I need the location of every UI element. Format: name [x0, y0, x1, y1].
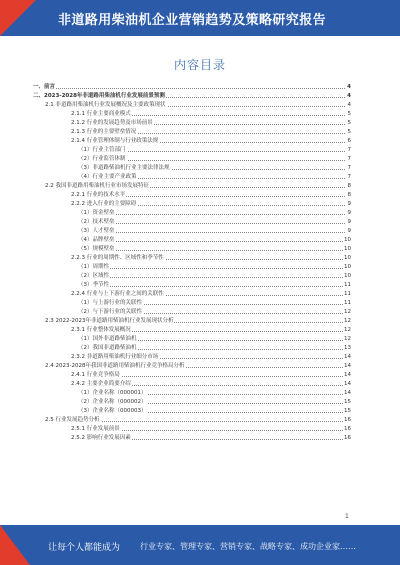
toc-entry-page: 15: [344, 408, 351, 414]
toc-entry-label: 一、前言: [33, 84, 56, 90]
toc-entry-page: 14: [344, 372, 351, 378]
toc-entry-label: 2.3 2022-2023年非道路用柴油机行业发展现状分析: [45, 318, 174, 324]
toc-entry-page: 10: [344, 246, 351, 252]
toc-entry-page: 16: [344, 426, 351, 432]
toc-entry-label: （4）品牌壁垒: [78, 237, 115, 243]
toc-entry-page: 10: [344, 264, 351, 270]
toc-entry-label: （2）与下游行业的关联性: [78, 309, 143, 315]
toc-entry[interactable]: [33, 200, 351, 209]
toc-entry-label: 2.3.2 非道路用柴油机行业细分市场: [71, 354, 159, 360]
toc-entry-page: 9: [347, 210, 351, 216]
toc-entry[interactable]: [33, 326, 351, 335]
toc-dot-leader: [78, 286, 345, 287]
toc-entry-page: 5: [347, 120, 351, 126]
toc-entry-label: （4）行业主要产业政策: [78, 174, 137, 180]
toc-entry-page: 12: [344, 318, 351, 324]
toc-entry-page: 11: [344, 300, 351, 306]
toc-entry[interactable]: [33, 371, 351, 380]
toc-entry-page: 13: [344, 345, 351, 351]
toc-entry[interactable]: [33, 119, 351, 128]
toc-entry[interactable]: [33, 137, 351, 146]
toc-entry[interactable]: [33, 182, 351, 191]
toc-dot-leader: [78, 232, 345, 233]
toc-entry-page: 5: [347, 129, 351, 135]
toc-entry[interactable]: [33, 146, 351, 155]
toc-entry[interactable]: [33, 236, 351, 245]
toc-entry-label: 2.5.2 影响行业发展因素: [71, 435, 131, 441]
toc-entry-page: 11: [344, 282, 351, 288]
toc-entry[interactable]: [33, 434, 351, 443]
toc-entry-page: 14: [344, 381, 351, 387]
toc-entry-page: 15: [344, 399, 351, 405]
toc-entry-page: 7: [347, 156, 351, 162]
toc-entry[interactable]: [33, 281, 351, 290]
toc-dot-leader: [78, 214, 345, 215]
footer-tagline: 行业专家、管理专家、营销专家、战略专家、成功企业家……: [140, 542, 356, 551]
toc-entry-label: （1）企业名称（000001）: [78, 390, 147, 396]
toc-dot-leader: [78, 268, 345, 269]
toc-entry-page: 10: [344, 255, 351, 261]
toc-entry-page: 7: [347, 147, 351, 153]
toc-entry[interactable]: [33, 254, 351, 263]
toc-entry-label: （3）人才壁垒: [78, 228, 115, 234]
footer-banner: [0, 525, 400, 565]
toc-entry-label: 2.1.4 行业管理体制与行业政策法规: [71, 138, 159, 144]
toc-entry-page: 16: [344, 435, 351, 441]
toc-entry-page: 8: [347, 192, 351, 198]
report-header-banner: [0, 0, 400, 36]
toc-entry-label: 2.5.1 行业发展前景: [71, 426, 120, 432]
toc-entry[interactable]: [33, 308, 351, 317]
toc-entry[interactable]: [33, 155, 351, 164]
toc-entry-page: 12: [344, 336, 351, 342]
toc-entry-label: （3）非道路柴油机行业主要法律法规: [78, 165, 170, 171]
toc-entry[interactable]: [33, 425, 351, 434]
header-red-corner: [0, 0, 36, 36]
toc-entry[interactable]: [33, 362, 351, 371]
toc-entry[interactable]: [33, 92, 351, 101]
toc-dot-leader: [78, 241, 345, 242]
toc-entry[interactable]: [33, 344, 351, 353]
toc-entry-page: 10: [344, 273, 351, 279]
toc-entry-label: （1）行业主管部门: [78, 147, 126, 153]
toc-entry[interactable]: [33, 416, 351, 425]
toc-entry-label: 2.2.1 行业的技术水平: [71, 192, 126, 198]
toc-entry-page: 9: [347, 228, 351, 234]
toc-entry-page: 7: [347, 174, 351, 180]
toc-entry-label: 2.2.2 进入行业的主要障碍: [71, 201, 137, 207]
toc-entry[interactable]: [33, 380, 351, 389]
toc-entry-label: 2.1.3 行业的主要壁垒情况: [71, 129, 137, 135]
toc-entry-label: 2.4.1 行业竞争格局: [71, 372, 120, 378]
toc-entry-label: （1）与上游行业的关联性: [78, 300, 143, 306]
toc-entry-page: 12: [344, 327, 351, 333]
toc-entry[interactable]: [33, 335, 351, 344]
toc-entry-page: 7: [347, 165, 351, 171]
toc-entry-label: （2）企业名称（000002）: [78, 399, 147, 405]
table-of-contents: [33, 83, 351, 443]
toc-entry[interactable]: [33, 218, 351, 227]
toc-entry-label: 2.3.1 行业整体发展概况: [71, 327, 131, 333]
toc-entry-label: （2）技术壁垒: [78, 219, 115, 225]
toc-entry[interactable]: [33, 389, 351, 398]
toc-entry-page: 6: [347, 138, 351, 144]
toc-entry-label: 2.5 行业发展趋势分析: [45, 417, 100, 423]
toc-entry-label: （5）规模壁垒: [78, 246, 115, 252]
toc-entry-page: 4: [347, 93, 351, 99]
toc-entry-label: （3）企业名称（000003）: [78, 408, 147, 414]
toc-entry-label: （1）国外非道路柴油机: [78, 336, 137, 342]
toc-entry-label: （1）周期性: [78, 264, 109, 270]
toc-entry[interactable]: [33, 209, 351, 218]
toc-entry-page: 10: [344, 237, 351, 243]
toc-entry-label: 二、2023-2028年非道路用柴油机行业发展前景预测: [33, 93, 165, 99]
toc-entry-label: 2.4.2 主要企业简要介绍: [71, 381, 131, 387]
toc-entry-page: 4: [347, 84, 351, 90]
toc-dot-leader: [78, 277, 345, 278]
toc-entry-label: 2.1.2 行业的发展趋势及市场前景: [71, 120, 153, 126]
toc-entry-label: （2）区域性: [78, 273, 109, 279]
toc-entry-page: 5: [347, 111, 351, 117]
toc-entry-page: 16: [344, 417, 351, 423]
report-title: 非道路用柴油机企业营销趋势及策略研究报告: [58, 13, 327, 28]
toc-entry-page: 14: [344, 354, 351, 360]
toc-entry-page: 14: [344, 390, 351, 396]
toc-entry[interactable]: [33, 128, 351, 137]
toc-entry[interactable]: [33, 317, 351, 326]
toc-entry[interactable]: [33, 398, 351, 407]
page-number: 1: [345, 513, 349, 520]
toc-dot-leader: [78, 223, 345, 224]
toc-entry-label: 2.4 2023-2028年我国非道路用柴油机行业竞争格局分析: [45, 363, 185, 369]
toc-entry-page: 9: [347, 201, 351, 207]
toc-entry-label: （3）季节性: [78, 282, 109, 288]
toc-entry[interactable]: [33, 407, 351, 416]
toc-entry-page: 12: [344, 309, 351, 315]
toc-entry[interactable]: [33, 164, 351, 173]
toc-entry[interactable]: [33, 290, 351, 299]
toc-entry[interactable]: [33, 263, 351, 272]
toc-entry-label: 2.1.1 行业主要商业模式: [71, 111, 131, 117]
footer-slogan: 让每个人都能成为: [48, 543, 121, 553]
toc-entry[interactable]: [33, 227, 351, 236]
toc-entry[interactable]: [33, 173, 351, 182]
toc-entry-label: 2.2.3 行业的周期性、区域性和季节性: [71, 255, 164, 261]
toc-entry-page: 9: [347, 219, 351, 225]
toc-entry-label: （1）资金壁垒: [78, 210, 115, 216]
toc-entry[interactable]: [33, 353, 351, 362]
toc-entry-label: 2.2.4 行业与上下游行业之间的关联性: [71, 291, 164, 297]
toc-entry-label: （2）我国非道路柴油机: [78, 345, 137, 351]
toc-entry[interactable]: [33, 245, 351, 254]
toc-entry[interactable]: [33, 272, 351, 281]
toc-entry-label: 2.2 我国非道路用柴油机行业市场发展特征: [45, 183, 149, 189]
toc-entry[interactable]: [33, 191, 351, 200]
toc-dot-leader: [33, 88, 345, 89]
toc-entry-page: 11: [344, 291, 351, 297]
toc-dot-leader: [78, 250, 345, 251]
toc-entry[interactable]: [33, 101, 351, 110]
toc-heading: 内容目录: [173, 58, 226, 72]
toc-entry-label: 2.1 非道路用柴油机行业发展概况及主要政策现状: [45, 102, 166, 108]
toc-entry[interactable]: [33, 83, 351, 92]
toc-entry-page: 4: [347, 102, 351, 108]
toc-entry[interactable]: [33, 110, 351, 119]
footer-red-corner: [0, 525, 30, 565]
toc-entry-label: （2）行业监管体制: [78, 156, 126, 162]
toc-entry[interactable]: [33, 299, 351, 308]
toc-entry-page: 14: [344, 363, 351, 369]
toc-entry-page: 8: [347, 183, 351, 189]
